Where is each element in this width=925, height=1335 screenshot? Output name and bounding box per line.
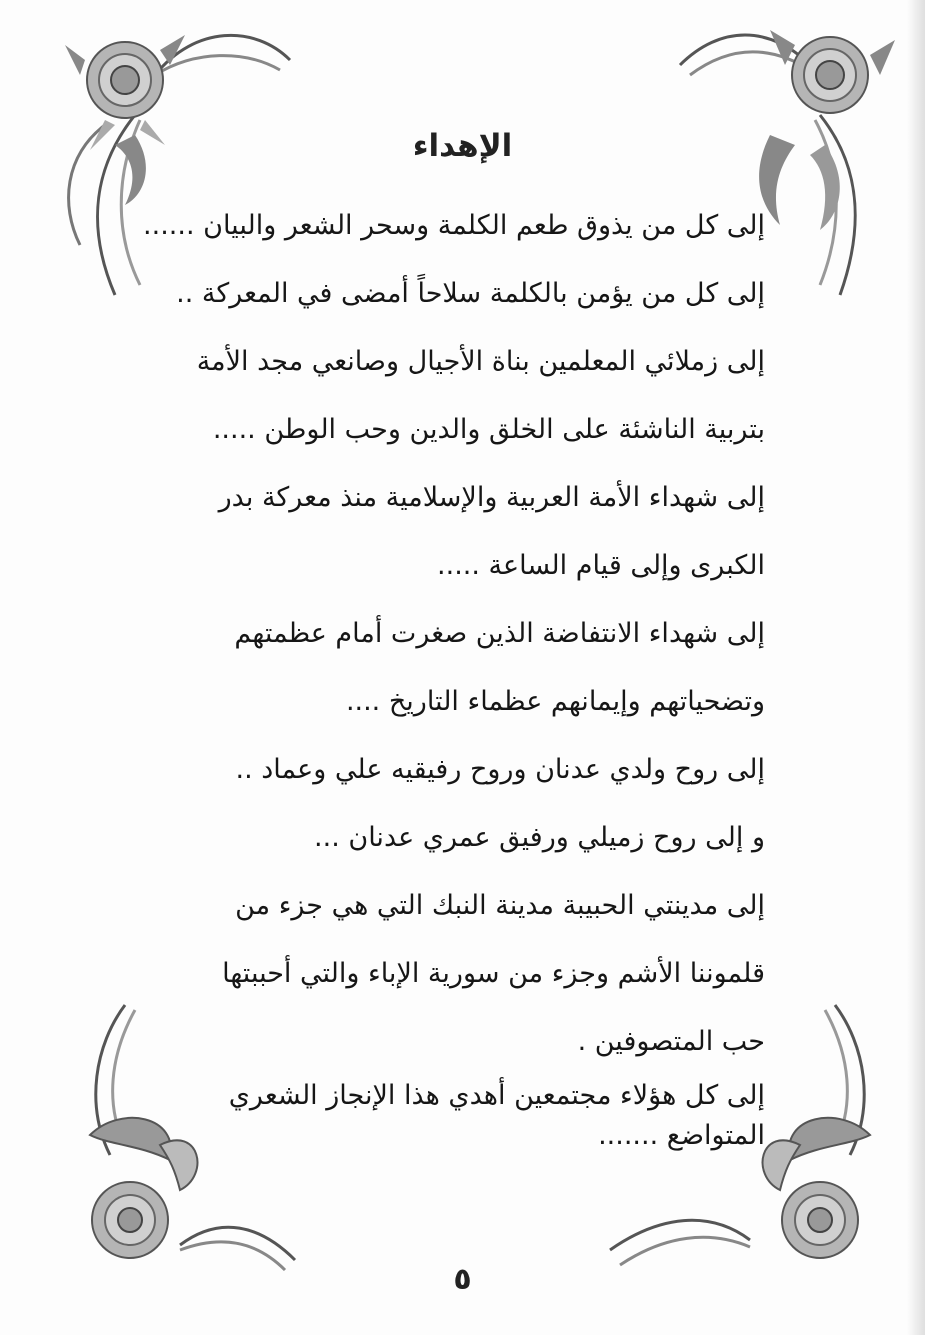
dedication-line: إلى شهداء الانتفاضة الذين صغرت أمام عظمتهم	[234, 618, 765, 649]
dedication-line: و إلى روح زميلي ورفيق عمري عدنان ...	[314, 822, 765, 853]
dedication-line: قلموننا الأشم وجزء من سورية الإباء والتي أحببتها	[222, 958, 765, 989]
dedication-line: إلى شهداء الأمة العربية والإسلامية منذ معركة بدر	[218, 482, 765, 513]
dedication-line: حب المتصوفين .	[577, 1026, 765, 1057]
dedication-line: المتواضع .......	[598, 1120, 765, 1151]
dedication-line: إلى مدينتي الحبيبة مدينة النبك التي هي جزء من	[235, 890, 765, 921]
dedication-title: الإهداء	[412, 128, 513, 164]
dedication-line: بتربية الناشئة على الخلق والدين وحب الوطن .....	[212, 414, 765, 445]
page-number: ٥	[453, 1262, 472, 1297]
dedication-text	[143, 192, 765, 1156]
dedication-line: إلى كل من يذوق طعم الكلمة وسحر الشعر والبيان ......	[143, 210, 765, 241]
dedication-line: إلى كل هؤلاء مجتمعين أهدي هذا الإنجاز الشعري	[228, 1080, 765, 1111]
dedication-line: إلى زملائي المعلمين بناة الأجيال وصانعي مجد الأمة	[196, 346, 765, 377]
dedication-line: وتضحياتهم وإيمانهم عظماء التاريخ ....	[345, 686, 765, 717]
dedication-line: إلى كل من يؤمن بالكلمة سلاحاً أمضى في المعركة ..	[176, 278, 765, 309]
dedication-line: إلى روح ولدي عدنان وروح رفيقيه علي وعماد ..	[235, 754, 765, 785]
dedication-line: الكبرى وإلى قيام الساعة .....	[437, 550, 765, 581]
